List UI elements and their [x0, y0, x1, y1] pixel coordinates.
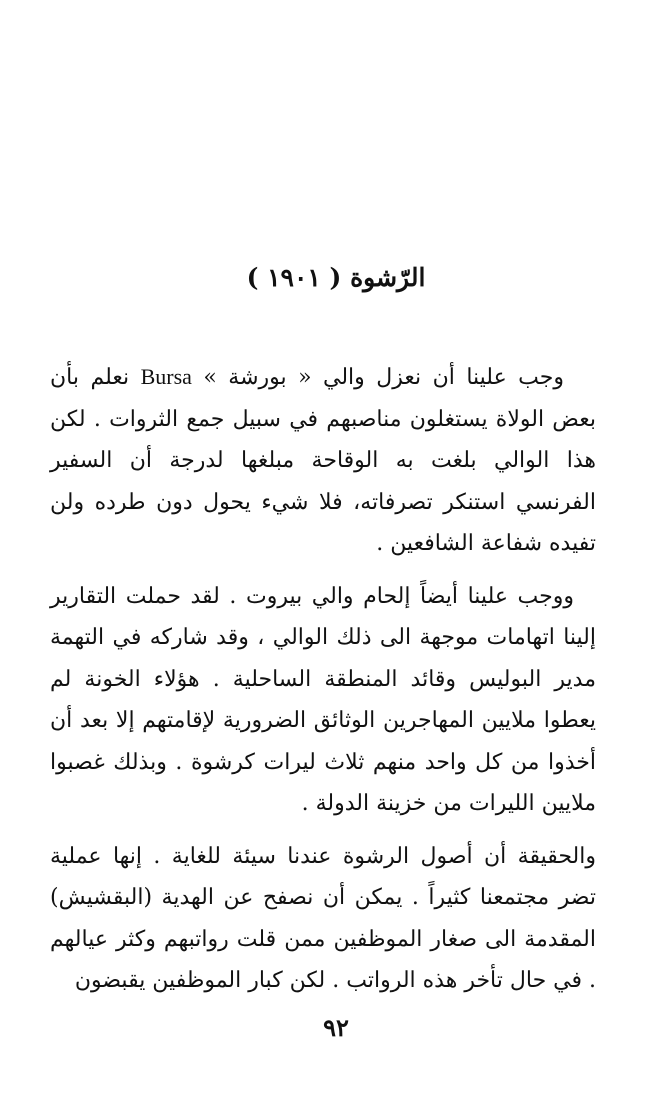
paragraph-1 — [50, 356, 596, 565]
paragraph-3 — [50, 836, 596, 1002]
latin-word: Bursa — [140, 364, 192, 389]
body-text — [50, 356, 596, 1002]
paragraph-1-start: وجب علينا أن نعزل والي « بورشة » — [191, 365, 564, 390]
paragraph-2 — [50, 576, 596, 825]
chapter-title: الرّشوة ( ١٩٠١ ) — [246, 263, 426, 292]
page-number: ٩٢ — [323, 1013, 349, 1042]
paragraph-2-text: ووجب علينا أيضاً إلحام والي بيروت . لقد حملت التقارير إلينا اتهامات موجهة الى ذلك الوالي ، وقد شاركه في التهمة مدير البوليس وقائد المنطقة الساحلية . هؤلاء الخونة لم يعطوا ملايين المهاجرين الوثائق الضرورية لإقامتهم إلا بعد أن أخذوا من كل واحد منهم ثلاث ليرات كرشوة . وبذلك غصبوا ملايين الليرات من خزينة الدولة . — [50, 583, 596, 816]
paragraph-3-text: والحقيقة أن أصول الرشوة عندنا سيئة للغاية . إنها عملية تضر مجتمعنا كثيراً . يمكن أن نصفح عن الهدية (البقشيش) المقدمة الى صغار الموظفين ممن قلت رواتبهم وكثر عيالهم . في حال تأخر هذه الرواتب . لكن كبار الموظفين يقبضون — [50, 843, 596, 993]
paragraph-1-rest: نعلم بأن بعض الولاة يستغلون مناصبهم في سبيل جمع الثروات . لكن هذا الوالي بلغت به الوقاحة مبلغها لدرجة أن السفير الفرنسي استنكر تصرفاته، فلا شيء يحول دون طرده ولن تفيده شفاعة الشافعين . — [50, 365, 596, 556]
